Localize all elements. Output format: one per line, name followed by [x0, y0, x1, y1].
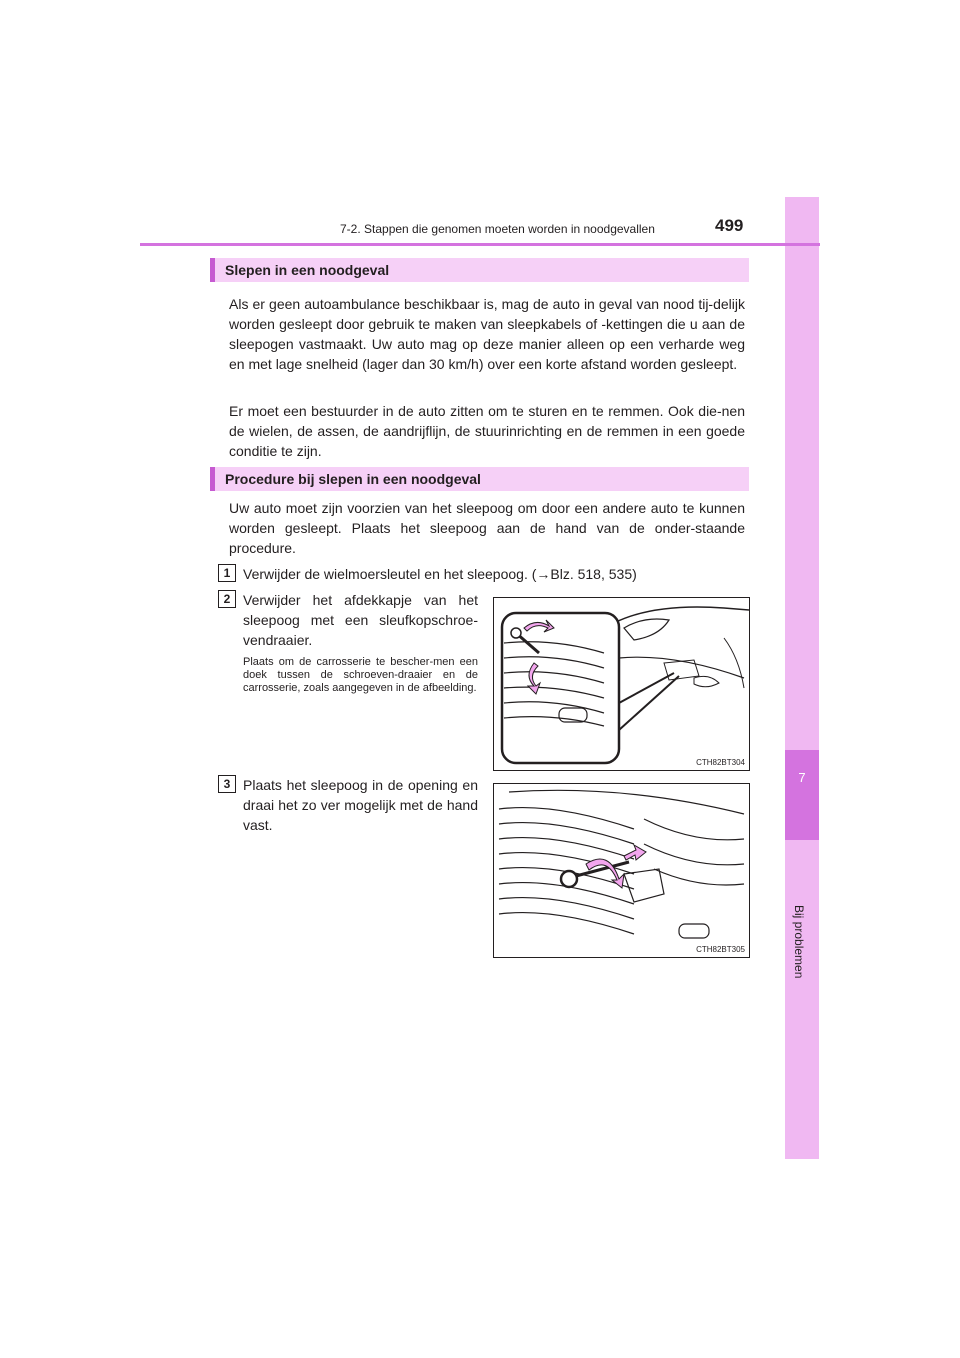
header-rule [140, 243, 820, 246]
figure-illustration [494, 598, 749, 770]
chapter-number: 7 [798, 770, 806, 785]
side-tab-strip [785, 197, 819, 1159]
step-number-box: 3 [218, 775, 236, 793]
step-number-box: 1 [218, 564, 236, 582]
section-bar-procedure [210, 467, 749, 491]
section-title: Procedure bij slepen in een noodgeval [225, 471, 481, 487]
figure-code: CTH82BT305 [696, 945, 745, 954]
section-header-title: 7-2. Stappen die genomen moeten worden in noodgevallen [340, 222, 655, 236]
chapter-label: Bij problemen [792, 905, 806, 979]
side-tab-chapter-block [785, 750, 819, 840]
figure-illustration [494, 784, 749, 957]
section-title: Slepen in een noodgeval [225, 262, 390, 278]
step-note: Plaats om de carrosserie te bescher-men een doek tussen de schroeven-draaier en de carrosserie, zoals aangegeven in de afbeelding. [243, 656, 478, 694]
paragraph: Als er geen autoambulance beschikbaar is, mag de auto in geval van nood tij-delijk worden gesleept door gebruik te maken van sleepkabels of -kettingen die u aan de sleepogen vastmaakt. Uw auto mag op deze manier alleen op een verharde weg en met lage snelheid (lager dan 30 km/h) over een korte afstand worden gesleept. [229, 296, 745, 372]
figure-tow-eye-install [493, 783, 750, 958]
step-text: Verwijder de wielmoersleutel en het sleepoog. (→Blz. 518, 535) [243, 566, 637, 582]
figure-cover-removal [493, 597, 750, 771]
section-bar-towing [210, 258, 749, 282]
step-text: Verwijder het afdekkapje van het sleepoog met een sleufkopschroe-vendraaier. [243, 592, 478, 648]
figure-code: CTH82BT304 [696, 758, 745, 767]
paragraph: Er moet een bestuurder in de auto zitten om te sturen en te remmen. Ook die-nen de wielen, de assen, de aandrijflijn, de stuurinrichting en de remmen in een goede conditie te zijn. [229, 403, 745, 459]
step-number-box: 2 [218, 590, 236, 608]
step-text: Plaats het sleepoog in de opening en draai het zo ver mogelijk met de hand vast. [243, 777, 478, 833]
page-number: 499 [715, 216, 744, 235]
paragraph: Uw auto moet zijn voorzien van het sleepoog om door een andere auto te kunnen worden gesleept. Plaats het sleepoog aan de hand van de onder-staande procedure. [229, 500, 745, 556]
